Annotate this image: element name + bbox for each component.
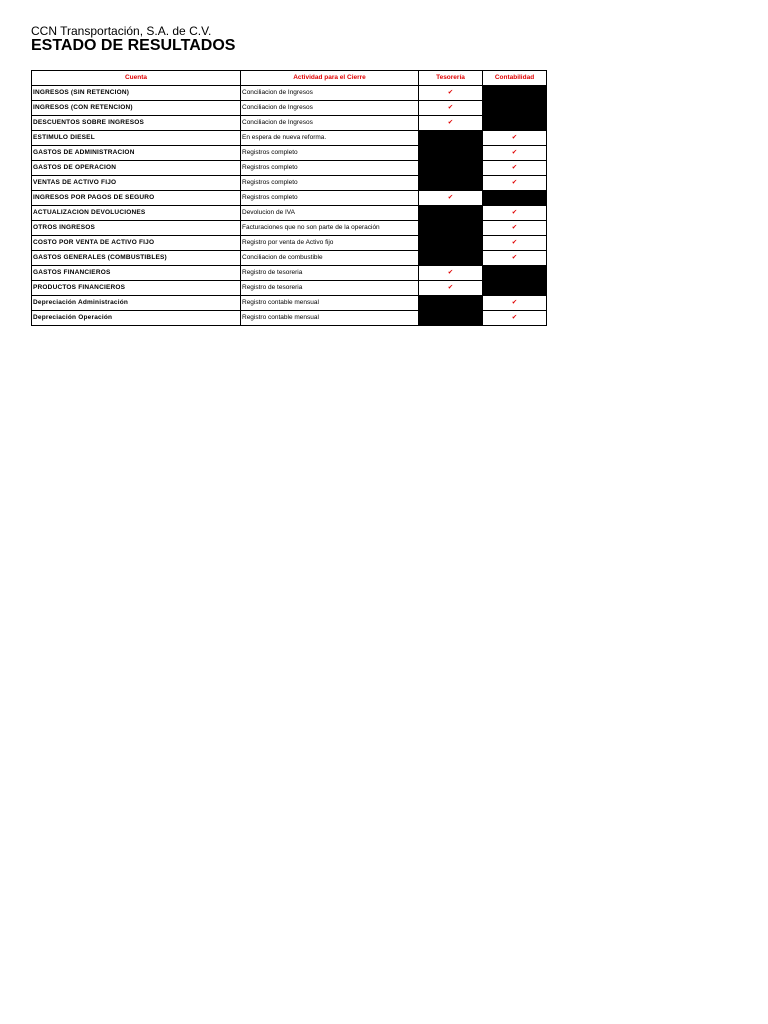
check-icon: ✔	[483, 161, 547, 176]
table-row	[32, 236, 547, 251]
cell-actividad: Registros completo	[241, 191, 419, 206]
table-row	[32, 176, 547, 191]
table-row	[32, 161, 547, 176]
check-icon: ✔	[419, 191, 483, 206]
cell-actividad: Conciliacion de Ingresos	[241, 101, 419, 116]
cell-actividad: Registro de tesoreria	[241, 266, 419, 281]
cell-not-applicable	[419, 311, 483, 326]
check-icon: ✔	[419, 281, 483, 296]
cell-actividad: Conciliacion de Ingresos	[241, 116, 419, 131]
check-icon: ✔	[483, 221, 547, 236]
cell-cuenta: PRODUCTOS FINANCIEROS	[32, 281, 241, 296]
cell-cuenta: ESTIMULO DIESEL	[32, 131, 241, 146]
table-row	[32, 206, 547, 221]
cell-actividad: Conciliacion de combustible	[241, 251, 419, 266]
report-title: ESTADO DE RESULTADOS	[31, 37, 236, 54]
check-icon: ✔	[483, 251, 547, 266]
cell-actividad: Registro por venta de Activo fijo	[241, 236, 419, 251]
table-body	[32, 86, 547, 326]
cell-actividad: Devolucion de IVA	[241, 206, 419, 221]
cell-cuenta: GASTOS FINANCIEROS	[32, 266, 241, 281]
table-row	[32, 191, 547, 206]
check-icon: ✔	[483, 311, 547, 326]
table-row	[32, 116, 547, 131]
cell-actividad: Conciliacion de Ingresos	[241, 86, 419, 101]
cell-cuenta: INGRESOS POR PAGOS DE SEGURO	[32, 191, 241, 206]
cell-not-applicable	[419, 176, 483, 191]
column-header-cuenta: Cuenta	[32, 71, 241, 86]
table-row	[32, 251, 547, 266]
cell-not-applicable	[483, 281, 547, 296]
cell-cuenta: Depreciación Administración	[32, 296, 241, 311]
column-header-actividad: Actividad para el Cierre	[241, 71, 419, 86]
cell-actividad: Facturaciones que no son parte de la operación	[241, 221, 419, 236]
cell-cuenta: ACTUALIZACION DEVOLUCIONES	[32, 206, 241, 221]
cell-cuenta: GASTOS DE OPERACION	[32, 161, 241, 176]
table-row	[32, 101, 547, 116]
cell-cuenta: GASTOS GENERALES (COMBUSTIBLES)	[32, 251, 241, 266]
cell-not-applicable	[483, 86, 547, 101]
column-header-contabilidad: Contabilidad	[483, 71, 547, 86]
table-row	[32, 146, 547, 161]
table-header-row	[32, 71, 547, 86]
cell-not-applicable	[419, 296, 483, 311]
company-name: CCN Transportación, S.A. de C.V.	[31, 24, 212, 38]
cell-cuenta: OTROS INGRESOS	[32, 221, 241, 236]
cell-actividad: Registro de tesoreria	[241, 281, 419, 296]
check-icon: ✔	[483, 176, 547, 191]
cell-not-applicable	[419, 206, 483, 221]
check-icon: ✔	[483, 296, 547, 311]
cell-cuenta: Depreciación Operación	[32, 311, 241, 326]
table-row	[32, 281, 547, 296]
cell-not-applicable	[483, 101, 547, 116]
cell-not-applicable	[483, 266, 547, 281]
cell-actividad: En espera de nueva reforma.	[241, 131, 419, 146]
cell-cuenta: VENTAS DE ACTIVO FIJO	[32, 176, 241, 191]
check-icon: ✔	[483, 146, 547, 161]
check-icon: ✔	[419, 266, 483, 281]
table-row	[32, 221, 547, 236]
closing-activities-table	[31, 70, 547, 326]
cell-actividad: Registro contable mensual	[241, 311, 419, 326]
cell-actividad: Registros completo	[241, 176, 419, 191]
table-row	[32, 296, 547, 311]
table-row	[32, 86, 547, 101]
column-header-tesoreria: Tesorería	[419, 71, 483, 86]
cell-not-applicable	[419, 221, 483, 236]
cell-cuenta: DESCUENTOS SOBRE INGRESOS	[32, 116, 241, 131]
table-row	[32, 266, 547, 281]
cell-not-applicable	[419, 236, 483, 251]
cell-not-applicable	[419, 251, 483, 266]
cell-not-applicable	[419, 131, 483, 146]
cell-actividad: Registros completo	[241, 161, 419, 176]
check-icon: ✔	[483, 131, 547, 146]
check-icon: ✔	[419, 86, 483, 101]
table-row	[32, 311, 547, 326]
check-icon: ✔	[483, 206, 547, 221]
table-row	[32, 131, 547, 146]
check-icon: ✔	[419, 116, 483, 131]
cell-cuenta: INGRESOS (CON RETENCION)	[32, 101, 241, 116]
cell-cuenta: INGRESOS (SIN RETENCION)	[32, 86, 241, 101]
cell-not-applicable	[483, 116, 547, 131]
cell-cuenta: GASTOS DE ADMINISTRACION	[32, 146, 241, 161]
cell-not-applicable	[483, 191, 547, 206]
check-icon: ✔	[483, 236, 547, 251]
cell-cuenta: COSTO POR VENTA DE ACTIVO FIJO	[32, 236, 241, 251]
cell-not-applicable	[419, 161, 483, 176]
cell-not-applicable	[419, 146, 483, 161]
check-icon: ✔	[419, 101, 483, 116]
cell-actividad: Registros completo	[241, 146, 419, 161]
cell-actividad: Registro contable mensual	[241, 296, 419, 311]
